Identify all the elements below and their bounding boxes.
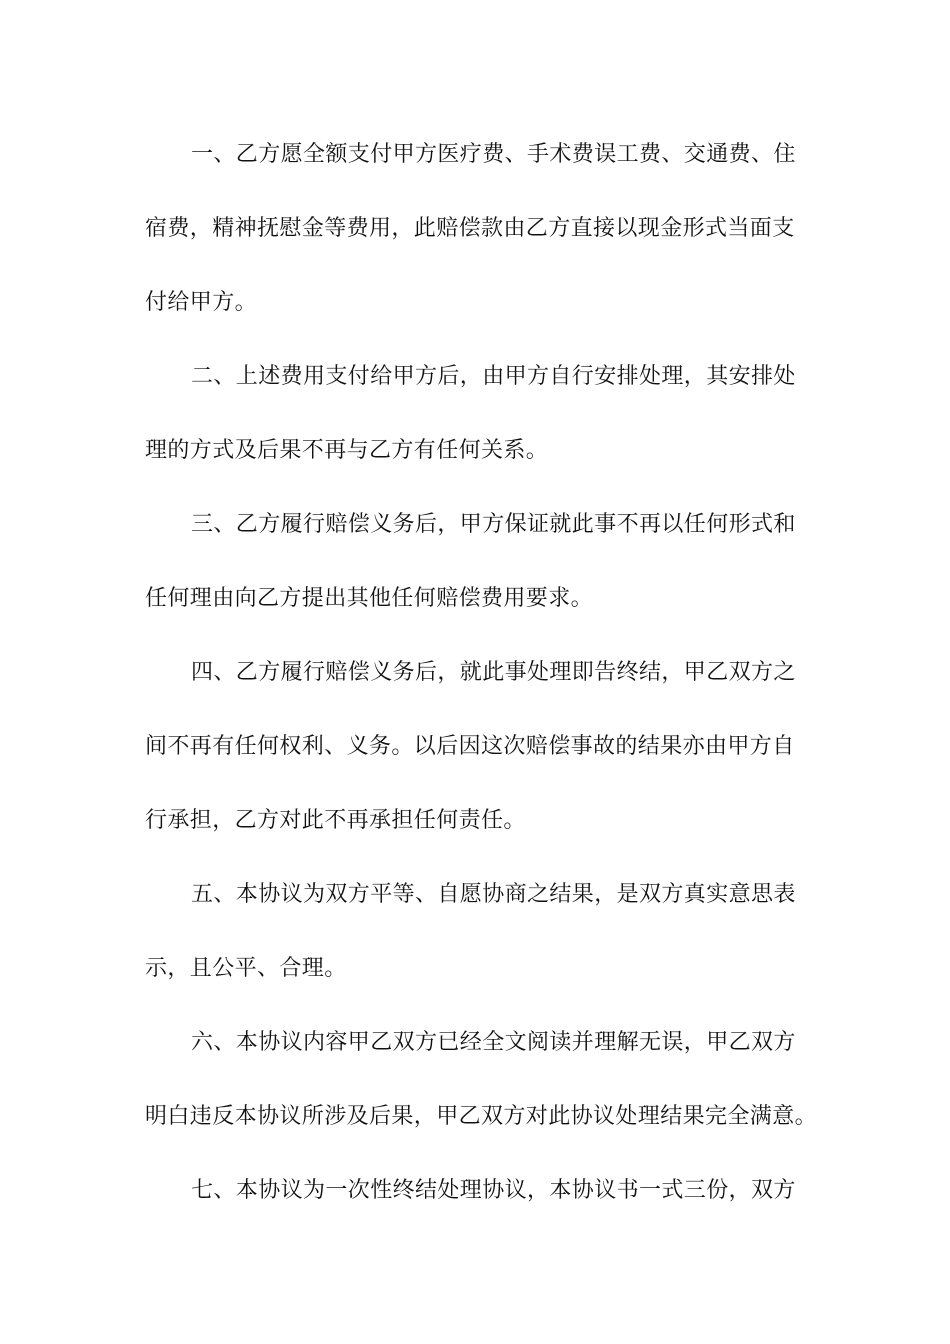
clause-line: 任何理由向乙方提出其他任何赔偿费用要求。 — [145, 586, 594, 611]
clause-6 — [145, 1006, 818, 1154]
clause-line: 付给甲方。 — [145, 290, 258, 315]
clause-line: 五、本协议为双方平等、自愿协商之结果，是双方真实意思表 — [191, 882, 796, 907]
clause-line: 二、上述费用支付给甲方后，由甲方自行安排处理，其安排处 — [191, 364, 796, 389]
clause-line: 一、乙方愿全额支付甲方医疗费、手术费误工费、交通费、住 — [191, 142, 796, 167]
clause-line: 间不再有任何权利、义务。以后因这次赔偿事故的结果亦由甲方自 — [145, 734, 795, 759]
clause-1 — [145, 118, 805, 340]
clause-line: 示，且公平、合理。 — [145, 956, 347, 981]
clause-line: 理的方式及后果不再与乙方有任何关系。 — [145, 438, 549, 463]
clause-3 — [145, 488, 805, 636]
clause-2 — [145, 340, 805, 488]
clause-5 — [145, 858, 805, 1006]
clause-line: 明白违反本协议所涉及后果，甲乙双方对此协议处理结果完全满意。 — [145, 1104, 818, 1129]
clause-line: 七、本协议为一次性终结处理协议，本协议书一式三份，双方 — [191, 1178, 796, 1203]
clause-7 — [145, 1154, 805, 1228]
clause-line: 宿费，精神抚慰金等费用，此赔偿款由乙方直接以现金形式当面支 — [145, 216, 795, 241]
clause-line: 六、本协议内容甲乙双方已经全文阅读并理解无误，甲乙双方 — [191, 1030, 796, 1055]
clause-line: 行承担，乙方对此不再承担任何责任。 — [145, 808, 526, 833]
clause-line: 四、乙方履行赔偿义务后，就此事处理即告终结，甲乙双方之 — [191, 660, 796, 685]
clause-line: 三、乙方履行赔偿义务后，甲方保证就此事不再以任何形式和 — [191, 512, 796, 537]
clause-4 — [145, 636, 805, 858]
agreement-body — [145, 118, 818, 1228]
